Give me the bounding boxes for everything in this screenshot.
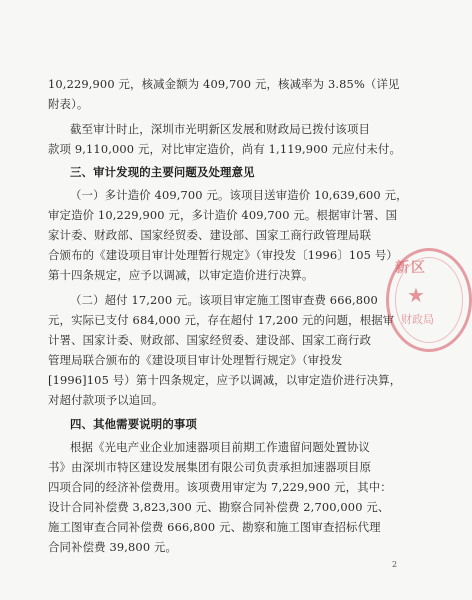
paragraph-line: 家计委、财政部、国家经贸委、建设部、国家工商行政管理局联 bbox=[48, 228, 372, 242]
paragraph-line: 书》由深圳市特区建设发展集团有限公司负责承担加速器项目原 bbox=[48, 460, 372, 474]
paragraph-line: 元，实际已支付 684,000 元，存在超付 17,200 元的问题，根据审 bbox=[48, 313, 395, 327]
section-heading: 三、审计发现的主要问题及处理意见 bbox=[70, 165, 255, 179]
paragraph-line: 截至审计时止，深圳市光明新区发展和财政局已拨付该项目 bbox=[70, 122, 371, 136]
paragraph-line: 合同补偿费 39,800 元。 bbox=[48, 540, 178, 554]
seal-text-top: 新区 bbox=[395, 260, 427, 276]
paragraph-line: [1996]105 号）第十四条规定，应予以调减，以审定造价进行决算， bbox=[48, 373, 402, 387]
paragraph-line: 合颁布的《建设项目审计处理暂行规定》（审投发〔1996〕105 号） bbox=[48, 248, 398, 262]
paragraph-line: 计署、国家计委、财政部、国家经贸委、建设部、国家工商行政 bbox=[48, 333, 372, 347]
section-heading: 四、其他需要说明的事项 bbox=[70, 417, 197, 431]
paragraph-line: 管理局联合颁布的《建设项目审计处理暂行规定》（审投发 bbox=[48, 353, 343, 367]
seal-star-icon: ★ bbox=[407, 283, 425, 307]
paragraph-line: 四项合同的经济补偿费用。该项费用审定为 7,229,900 元，其中： bbox=[48, 480, 392, 494]
paragraph-line: 10,229,900 元，核减金额为 409,700 元，核减率为 3.85%（详见 bbox=[48, 77, 400, 91]
paragraph-line: 根据《光电产业企业加速器项目前期工作遗留问题处置协议 bbox=[70, 440, 371, 454]
paragraph-line: （一）多计造价 409,700 元。该项目送审造价 10,639,600 元， bbox=[70, 188, 408, 202]
seal-text-bottom: 财政局 bbox=[401, 313, 434, 326]
paragraph-line: （二）超付 17,200 元。该项目审定施工图审查费 666,800 bbox=[70, 293, 378, 307]
paragraph-line: 审定造价 10,229,900 元，多计造价 409,700 元。根据审计署、国 bbox=[48, 208, 398, 222]
official-seal-stamp bbox=[386, 248, 472, 352]
page-number: 2 bbox=[392, 560, 398, 569]
paragraph-line: 第十四条规定，应予以调减，以审定造价进行决算。 bbox=[48, 268, 314, 282]
paragraph-line: 施工图审查合同补偿费 666,800 元、勘察和施工图审查招标代理 bbox=[48, 520, 381, 534]
paragraph-line: 款项 9,110,000 元，对比审定造价，尚有 1,119,900 元应付未付。 bbox=[48, 142, 401, 156]
paragraph-line: 设计合同补偿费 3,823,300 元、勘察合同补偿费 2,700,000 元、 bbox=[48, 500, 390, 514]
paragraph-line: 对超付款项予以追回。 bbox=[48, 393, 164, 407]
paragraph-line: 附表）。 bbox=[48, 97, 89, 111]
